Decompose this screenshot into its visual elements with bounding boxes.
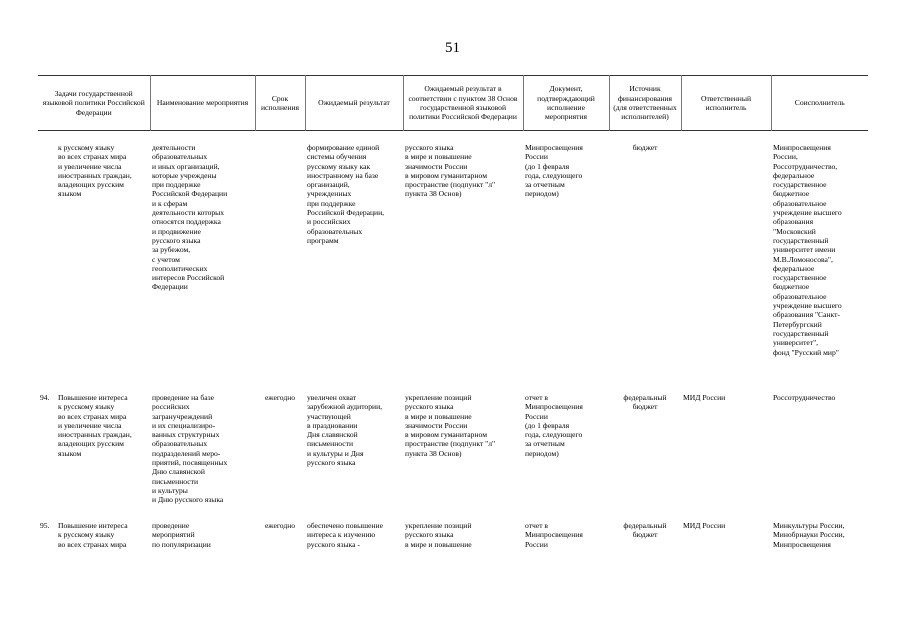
table-header-row [38, 76, 868, 131]
task-text: Повышение интереса к русскому языку во всех странах мира [58, 521, 128, 549]
task-cell [38, 383, 150, 511]
event-cell: проведение мероприятий по популяризации [152, 521, 211, 549]
finance-cell: федеральный бюджет [623, 521, 667, 540]
responsible-cell: МИД России [683, 393, 726, 402]
task-text: к русскому языку во всех странах мира и увеличение числа иностранных граждан, владеющих русским языком [58, 143, 132, 199]
result38-cell: укрепление позиций русского языка в мире и повышение значимости России в мировом гуманитарном пространстве (подпункт "л" пункта 38 Основ) [405, 393, 496, 458]
header-document: Документ, подтверждающий исполнение мероприятия [523, 76, 609, 131]
result-cell: обеспечено повышение интереса к изучению русского языка - [307, 521, 383, 549]
task-text: Повышение интереса к русскому языку во всех странах мира и увеличение числа иностранных граждан, владеющих русским языком [58, 393, 132, 458]
event-cell: проведение на базе российских загранучреждений и их специализиро- ванных структурных образовательных подразделений меро- приятий, посвященных Дню славянской письменности и культуры и Дню русского языка [152, 393, 228, 505]
term-cell: ежегодно [264, 393, 296, 402]
header-responsible: Ответственный исполнитель [681, 76, 771, 131]
result-cell: увеличен охват зарубежной аудитории, участвующей в праздновании Дня славянской письменности и культуры и Дня русского языка [307, 393, 383, 468]
document-cell: отчет в Минпросвещения России [525, 521, 583, 549]
responsible-cell: МИД России [683, 521, 726, 530]
responsible-cell [681, 131, 771, 384]
header-expected-result: Ожидаемый результат [305, 76, 403, 131]
event-cell: деятельности образовательных и иных организаций, которые учреждены при поддержке Российской Федерации и к сферам деятельности которых относятся поддержка и продвижение русского языка за рубежом, с учетом геополитических интересов Российской Федерации [152, 143, 228, 292]
coexecutor-cell: Минкультуры России, Минобрнауки России, Минпросвещения [773, 521, 845, 549]
finance-cell: бюджет [632, 143, 658, 152]
header-finance-source: Источник финансирования (для ответственных исполнителей) [609, 76, 681, 131]
document-table-frame [38, 75, 868, 549]
table-row [38, 131, 868, 384]
table-row [38, 511, 868, 549]
table-row [38, 383, 868, 511]
result38-cell: укрепление позиций русского языка в мире и повышение [405, 521, 472, 549]
finance-cell: федеральный бюджет [623, 393, 667, 412]
result-cell: формирование единой системы обучения русскому языку как иностранному на базе организаций, учрежденных при поддержке Российской Федерации, и российских образовательных программ [307, 143, 385, 245]
task-cell [38, 131, 150, 384]
events-table [38, 75, 868, 549]
row-number: 95. [40, 521, 50, 530]
result38-cell: русского языка в мире и повышение значимости России в мировом гуманитарном пространстве (подпункт "л" пункта 38 Основ) [405, 143, 496, 199]
page-number: 51 [445, 40, 460, 56]
row-number: 94. [40, 393, 50, 402]
term-cell: ежегодно [264, 521, 296, 530]
header-tasks: Задачи государственной языковой политики Российской Федерации [38, 76, 150, 131]
document-cell: отчет в Минпросвещения России (до 1 февраля года, следующего за отчетным периодом) [525, 393, 583, 458]
document-cell: Минпросвещения России (до 1 февраля года, следующего за отчетным периодом) [525, 143, 583, 199]
coexecutor-cell: Минпросвещения России, Россотрудничество, федеральное государственное бюджетное образовательное учреждение высшего образования "Московский государственный университет имени М.В.Ломоносова", федеральное государственное бюджетное образовательное учреждение высшего образования "Санкт- Петербургский государственный университет", фонд "Русский мир" [773, 143, 842, 357]
header-coexecutor: Соисполнитель [771, 76, 868, 131]
header-expected-result-38: Ожидаемый результат в соответствии с пунктом 38 Основ государственной языковой политики Российской Федерации [403, 76, 523, 131]
header-event-name: Наименование мероприятия [150, 76, 255, 131]
coexecutor-cell: Россотрудничество [773, 393, 836, 402]
task-cell [38, 511, 150, 549]
term-cell [255, 131, 305, 384]
header-term: Срок исполнения [255, 76, 305, 131]
